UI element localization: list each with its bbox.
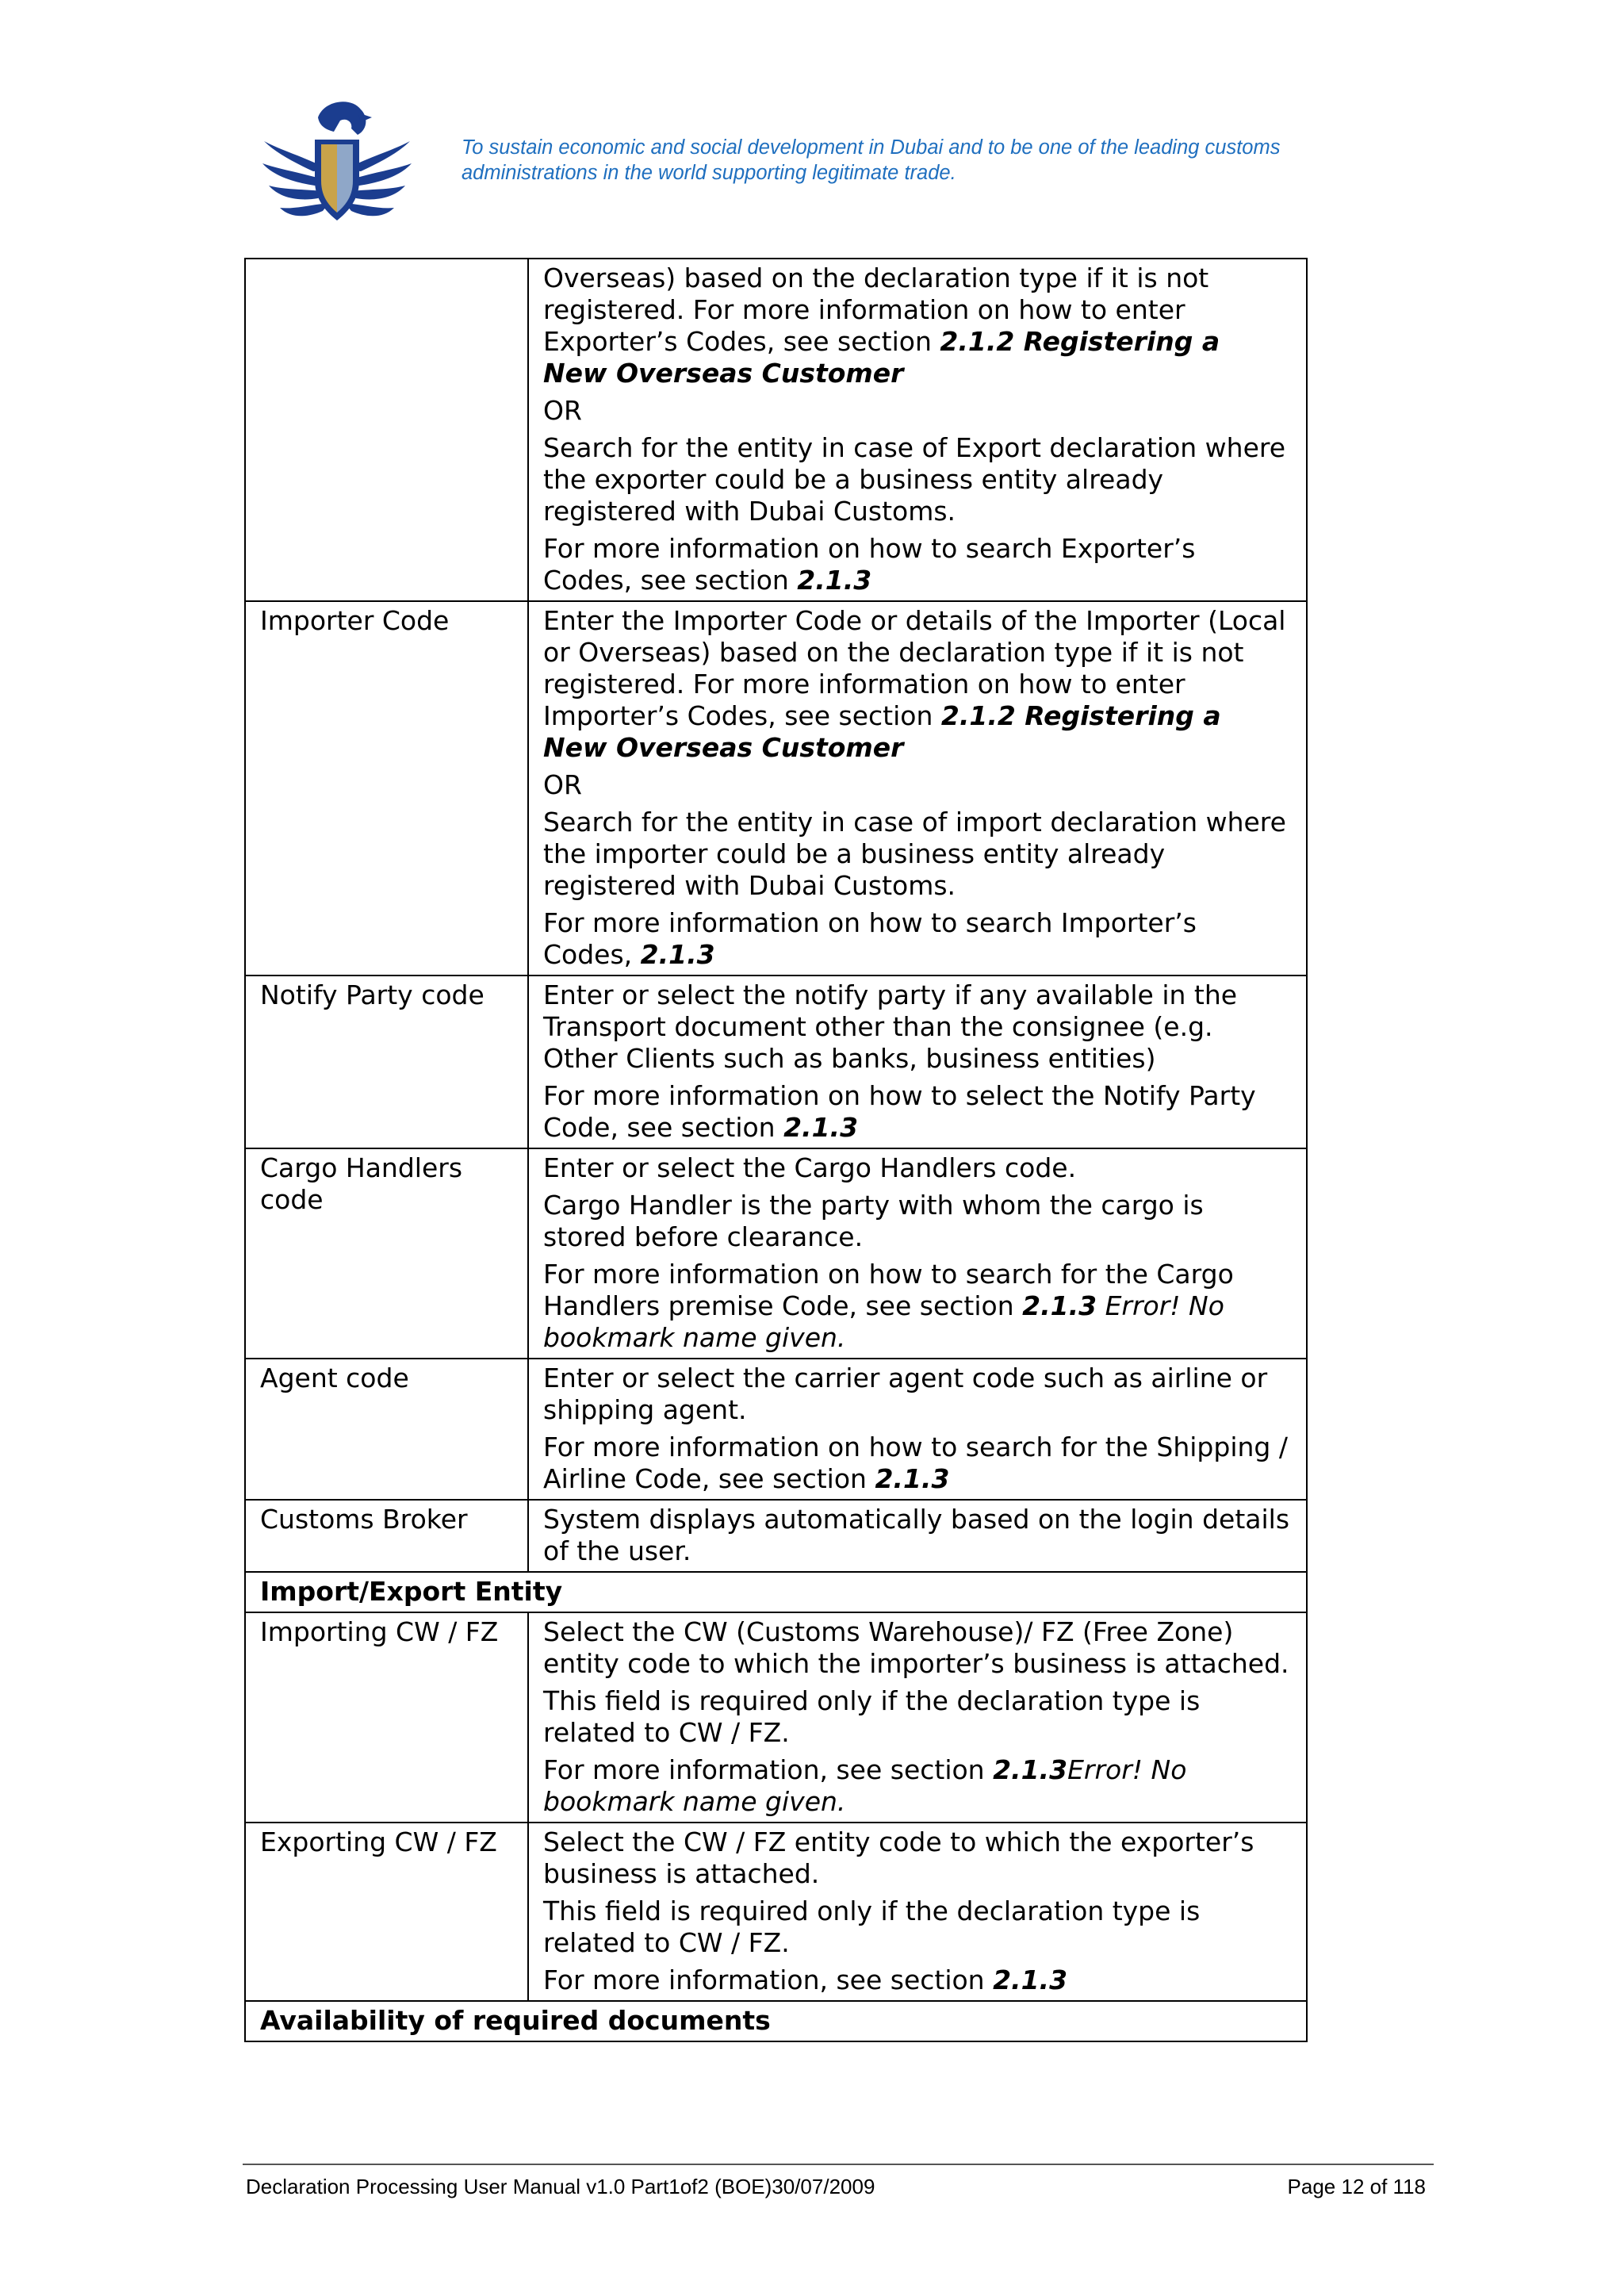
field-description-cell [528,259,1307,601]
description-paragraph [543,1685,1293,1749]
section-title: Import/Export Entity [245,1572,1307,1612]
table-row [245,259,1307,601]
field-description-cell [528,1359,1307,1500]
description-paragraph [543,1363,1293,1426]
paragraph-text: For more information, see section [543,1754,994,1785]
section-title: Availability of required documents [245,2001,1307,2041]
paragraph-text: Select the CW / FZ entity code to which the exporter’s business is attached. [543,1826,1254,1889]
section-reference: 2.1.3 [875,1463,950,1494]
field-name-cell: Agent code [245,1359,528,1500]
description-paragraph [543,432,1293,527]
description-paragraph [543,1895,1293,1959]
section-reference: 2.1.3 [993,1754,1068,1785]
section-reference: 2.1.3 [797,565,872,596]
field-description-cell [528,1823,1307,2001]
description-paragraph [543,1259,1293,1354]
paragraph-text: Search for the entity in case of import declaration where the importer could be a business entity already registered with Dubai Customs. [543,807,1286,901]
description-paragraph [543,1754,1293,1818]
paragraph-text: This field is required only if the declaration type is related to CW / FZ. [543,1685,1201,1748]
description-paragraph [543,1964,1293,1996]
table-body [245,259,1307,2041]
description-paragraph [543,1190,1293,1253]
table-row [245,1359,1307,1500]
paragraph-text: Enter the Importer Code or details of the Importer (Local or Overseas) based on the declaration type if it is not registered. For more information on how to enter Importer’s Codes, see section [543,605,1286,731]
bookmark-error-text: Error! No bookmark name given. [543,1754,1187,1817]
paragraph-text: For more information on how to search for the Cargo Handlers premise Code, see section [543,1259,1234,1321]
field-name-cell: Cargo Handlers code [245,1148,528,1359]
section-reference: 2.1.3 [1022,1290,1097,1321]
field-description-cell [528,601,1307,976]
footer-divider [243,2164,1434,2165]
description-paragraph [543,907,1293,971]
section-reference: 2.1.3 [783,1112,859,1143]
organization-tagline [462,135,1373,186]
description-paragraph [543,979,1293,1075]
field-name-cell: Exporting CW / FZ [245,1823,528,2001]
paragraph-text: Enter or select the carrier agent code such as airline or shipping agent. [543,1363,1268,1425]
paragraph-text: For more information on how to search Exporter’s Codes, see section [543,533,1196,596]
table-row [245,1823,1307,2001]
field-description-cell [528,1148,1307,1359]
bookmark-error-text: Error! No bookmark name given. [543,1290,1224,1353]
table-row [245,601,1307,976]
description-paragraph [543,533,1293,596]
description-paragraph [543,1504,1293,1567]
description-paragraph [543,807,1293,902]
field-description-cell [528,1612,1307,1823]
paragraph-text: Search for the entity in case of Export declaration where the exporter could be a business entity already registered with Dubai Customs. [543,432,1286,527]
footer-page-number: Page 12 of 118 [1287,2175,1426,2198]
section-reference: 2.1.2 Registering a New Overseas Customer [543,700,1221,763]
paragraph-text: Enter or select the Cargo Handlers code. [543,1152,1077,1183]
paragraph-text: For more information on how to search for the Shipping / Airline Code, see section [543,1432,1288,1494]
description-paragraph [543,1080,1293,1144]
description-paragraph [543,1616,1293,1680]
table-row [245,976,1307,1148]
tagline-line-2: administrations in the world supporting legitimate trade. [462,162,956,184]
description-paragraph [543,1826,1293,1890]
tagline-line-1: To sustain economic and social development in Dubai and to be one of the leading customs [462,136,1281,159]
paragraph-text: Cargo Handler is the party with whom the cargo is stored before clearance. [543,1190,1204,1252]
field-name-cell: Importing CW / FZ [245,1612,528,1823]
field-description-cell [528,976,1307,1148]
section-reference: 2.1.2 Registering a New Overseas Customer [543,326,1220,389]
field-name-cell: Customs Broker [245,1500,528,1572]
description-paragraph [543,605,1293,764]
paragraph-text: System displays automatically based on the login details of the user. [543,1504,1290,1566]
description-paragraph [543,1152,1293,1184]
field-name-cell: Notify Party code [245,976,528,1148]
table-row [245,1148,1307,1359]
description-paragraph [543,263,1293,389]
table-row [245,1500,1307,1572]
field-name-cell [245,259,528,601]
paragraph-text: Overseas) based on the declaration type if it is not registered. For more information on how to enter Exporter’s Codes, see section [543,263,1209,357]
paragraph-text: For more information on how to search Importer’s Codes, [543,907,1197,970]
paragraph-text: For more information, see section [543,1964,994,1995]
field-description-cell [528,1500,1307,1572]
dubai-customs-logo-icon [258,94,416,233]
description-paragraph [543,1432,1293,1495]
section-header-row [245,1572,1307,1612]
footer-document-title: Declaration Processing User Manual v1.0 Part1of2 (BOE)30/07/2009 [246,2175,875,2198]
section-reference: 2.1.3 [993,1964,1068,1995]
section-reference: 2.1.3 [640,939,715,970]
paragraph-text: This field is required only if the declaration type is related to CW / FZ. [543,1895,1201,1958]
field-name-cell: Importer Code [245,601,528,976]
description-paragraph [543,395,1293,427]
page-header [258,94,1447,236]
paragraph-text: For more information on how to select the Notify Party Code, see section [543,1080,1256,1143]
table-row [245,1612,1307,1823]
paragraph-text: Enter or select the notify party if any available in the Transport document other than the consignee (e.g. Other Clients such as banks, business entities) [543,979,1238,1074]
section-header-row [245,2001,1307,2041]
paragraph-text: OR [543,769,582,800]
paragraph-text: Select the CW (Customs Warehouse)/ FZ (Free Zone) entity code to which the importer’s business is attached. [543,1616,1289,1679]
description-paragraph [543,769,1293,801]
paragraph-text: OR [543,395,582,426]
field-description-table [244,258,1308,2042]
